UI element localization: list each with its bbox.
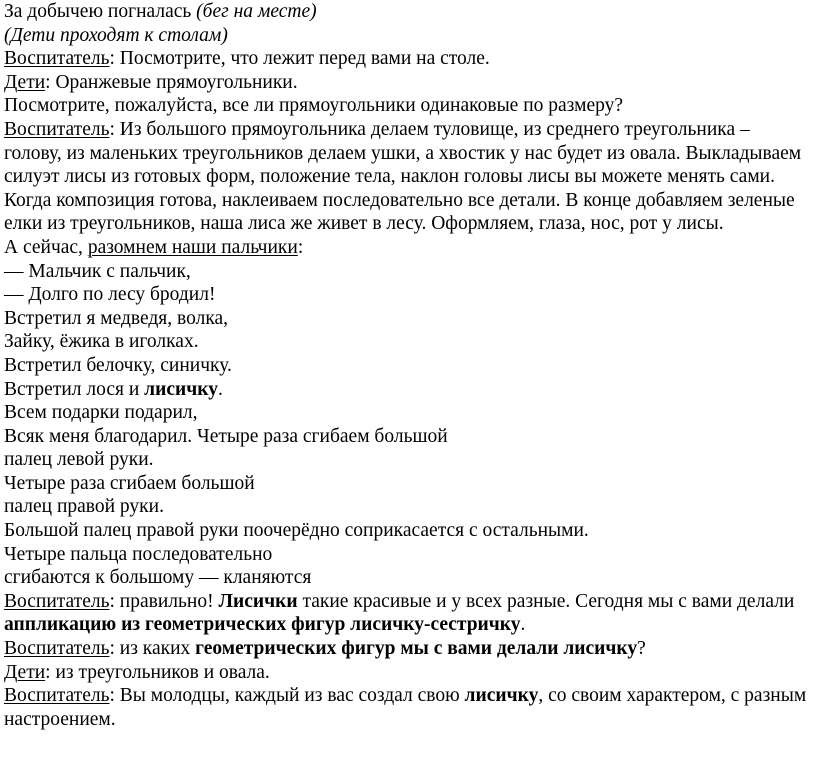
text: ? (637, 638, 646, 660)
poem-line (4, 378, 810, 402)
bold-text: лисичку (464, 685, 539, 707)
speaker-teacher: Воспитатель (4, 685, 110, 707)
speaker-children: Дети (4, 661, 46, 683)
text: : из треугольников и овала. (45, 661, 270, 683)
poem-line: Всяк меня благодарил. Четыре раза сгибаем большой (4, 425, 448, 447)
line-children-answer (4, 661, 810, 685)
poem-line: палец левой руки. (4, 449, 154, 471)
poem-line: Встретил я медведя, волка, (4, 307, 229, 329)
poem-line: Встретил белочку, синичку. (4, 354, 232, 376)
speaker-teacher: Воспитатель (4, 638, 110, 660)
text: : Оранжевые прямоугольники. (45, 71, 298, 93)
text: : Посмотрите, что лежит перед вами на столе. (109, 48, 490, 70)
poem-line: Зайку, ёжика в иголках. (4, 331, 199, 353)
speaker-teacher: Воспитатель (4, 48, 110, 70)
text: : из каких (109, 638, 196, 660)
text: За добычею погналась (4, 1, 197, 22)
line-teacher-question (4, 637, 810, 661)
speaker-teacher: Воспитатель (4, 590, 110, 612)
text: . (217, 378, 223, 400)
bold-text: геометрических фигур мы с вами делали лисичку (195, 638, 638, 660)
poem-line: Большой палец правой руки поочерёдно соприкасается с остальными. (4, 520, 589, 542)
poem-line: палец правой руки. (4, 496, 164, 518)
line-same-size-question: Посмотрите, пожалуйста, все ли прямоугольники одинаковые по размеру? (4, 95, 624, 117)
line-teacher-look (4, 47, 810, 71)
poem-line: — Мальчик с пальчик, (4, 260, 191, 282)
text: Встретил лося и (4, 378, 145, 400)
text: : Вы молодцы, каждый из вас создал свою (109, 685, 465, 707)
text: : (297, 236, 304, 258)
text: такие красивые и у всех разные. Сегодня мы с вами делали (297, 590, 795, 612)
text: , со своим характером, с разным настроением. (4, 685, 807, 730)
speaker-teacher: Воспитатель (4, 118, 110, 140)
line-teacher-instructions (4, 118, 810, 236)
text: : Из большого прямоугольника делаем туловище, из среднего треугольника – голову, из маленьких треугольников делаем ушки, а хвостик у нас будет из овала. Выкладываем силуэт лисы из готовых форм, положение тела, наклон головы лисы вы можете менять сами. Когда композиция готова, наклеиваем последовательно все детали. В конце добавляем зеленые елки из треугольников, наша лиса же живет в лесу. Оформляем, глаза, нос, рот у лисы. (4, 118, 802, 235)
line-finger-warmup (4, 236, 810, 260)
line-teacher-closing (4, 684, 810, 731)
poem-line: Четыре пальца последовательно (4, 543, 273, 565)
speaker-children: Дети (4, 71, 46, 93)
line-fox-chase (4, 0, 810, 24)
poem-line: Всем подарки подарил, (4, 402, 198, 424)
poem-line: — Долго по лесу бродил! (4, 284, 216, 306)
bold-text: аппликацию из геометрических фигур лисичку-сестричку (4, 614, 521, 636)
poem-line: сгибаются к большому — кланяются (4, 567, 312, 589)
finger-warmup-link-text: разомнем наши пальчики (87, 236, 298, 258)
text: А сейчас, (4, 236, 88, 258)
line-teacher-praise (4, 590, 810, 637)
text: : правильно! (109, 590, 219, 612)
poem-line: Четыре раза сгибаем большой (4, 472, 255, 494)
line-children-rectangles (4, 71, 810, 95)
stage-direction-tables: (Дети проходят к столам) (4, 24, 228, 46)
text: . (520, 614, 526, 636)
bold-text: лисичку (144, 378, 218, 400)
bold-text: Лисички (218, 590, 298, 612)
stage-direction: (бег на месте) (196, 1, 317, 22)
